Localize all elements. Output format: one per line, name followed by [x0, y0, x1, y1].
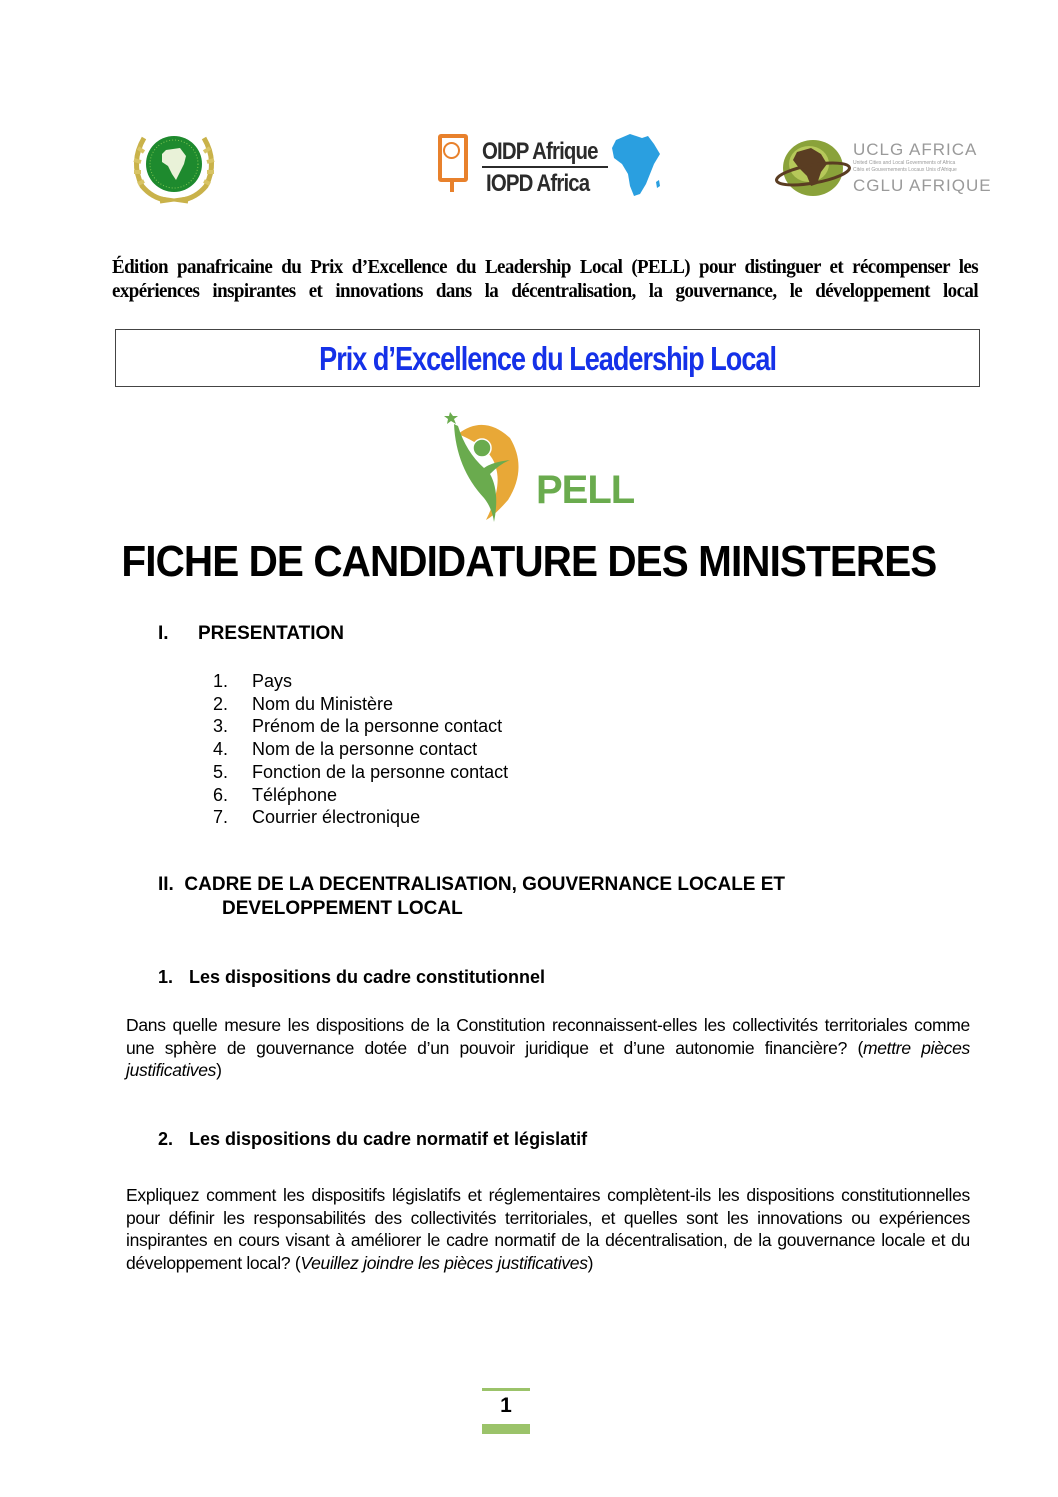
list-item-label: Courrier électronique [252, 807, 421, 828]
subsection-2-title: Les dispositions du cadre normatif et législatif [189, 1129, 588, 1149]
subsection-1-number: 1. [158, 967, 174, 987]
main-title [0, 537, 1058, 587]
subsection-2-number: 2. [158, 1129, 174, 1149]
section-1-number: I. [158, 623, 169, 644]
uclg-line4: CGLU AFRIQUE [853, 176, 992, 195]
africa-map-icon [610, 130, 662, 200]
list-item-number: 7. [213, 807, 229, 828]
paragraph-italic-note: Veuillez joindre les pièces justificatives [300, 1253, 588, 1274]
list-item-label: Nom du Ministère [252, 693, 394, 714]
page-number-block [482, 1388, 530, 1434]
section-2-title-line1: CADRE DE LA DECENTRALISATION, GOUVERNANCE LOCALE ET [184, 874, 786, 895]
list-item-label: Nom de la personne contact [252, 739, 478, 760]
list-item-number: 4. [213, 739, 229, 760]
section-1-heading [158, 623, 344, 645]
list-item-label: Prénom de la personne contact [252, 716, 503, 737]
uclg-line3: Cités et Gouvernements Locaux Unis d'Afrique [853, 167, 957, 173]
list-item-number: 2. [213, 693, 229, 714]
subsection-1-heading [158, 967, 545, 988]
banner-title: Prix d’Excellence du Leadership Local [319, 340, 776, 377]
list-item [213, 670, 508, 693]
section-2-number: II. [158, 874, 174, 895]
list-item-label: Téléphone [252, 784, 338, 805]
eye-icon [443, 142, 460, 159]
page-number-top-bar [482, 1388, 530, 1391]
pell-logo-text: PELL [536, 468, 635, 512]
page-number: 1 [500, 1394, 512, 1417]
paragraph-text: Expliquez comment les dispositifs législatifs et réglementaires complètent-ils les dispositions constitutionnelles pour définir les responsabilités des collectivités territoriales, et quelles sont les innovations ou expériences inspirantes en cours visant à améliorer le cadre normatif de la décentralisation, de la gouvernance locale et du développement local? ( [126, 1185, 970, 1274]
paragraph-close: ) [216, 1060, 222, 1081]
section-2-heading [158, 873, 785, 921]
oidp-divider [482, 166, 608, 168]
list-item-label: Fonction de la personne contact [252, 761, 509, 782]
page-number-bottom-bar [482, 1424, 530, 1434]
list-item [213, 761, 508, 784]
section-2-title-line2: DEVELOPPEMENT LOCAL [222, 898, 463, 919]
list-item-number: 3. [213, 716, 229, 737]
uclg-line1: UCLG AFRICA [853, 140, 978, 159]
uclg-line2: United Cities and Local Governments of Africa [853, 160, 956, 166]
list-item-label: Pays [252, 671, 293, 691]
list-item [213, 806, 508, 829]
section-1-title: PRESENTATION [198, 623, 345, 644]
list-item [213, 715, 508, 738]
oidp-line2: IOPD Africa [486, 170, 590, 197]
oidp-line1: OIDP Afrique [482, 138, 598, 165]
intro-line-2: expériences inspirantes et innovations dans la décentralisation, la gouvernance, le développement local [112, 280, 978, 303]
list-item-number: 5. [213, 761, 229, 782]
pell-logo [444, 408, 634, 526]
intro-line-1: Édition panafricaine du Prix d’Excellence du Leadership Local (PELL) pour distinguer et récompenser les [112, 256, 978, 279]
list-item [213, 738, 508, 761]
subsection-1-title: Les dispositions du cadre constitutionnel [189, 967, 546, 987]
intro-text [112, 256, 978, 304]
list-item [213, 784, 508, 807]
presentation-list [213, 670, 508, 829]
list-item-number: 1. [213, 671, 229, 691]
pell-emblem-icon [444, 408, 544, 526]
list-item [213, 693, 508, 716]
paragraph-close: ) [587, 1253, 594, 1274]
banner-title-box [115, 329, 980, 387]
list-item-number: 6. [213, 784, 229, 805]
paragraph-text: Dans quelle mesure les dispositions de la Constitution reconnaissent-elles les collectivités territoriales comme une sphère de gouvernance dotée d’un pouvoir juridique et d’une autonomie financière? ( [126, 1015, 970, 1058]
subsection-2-paragraph [126, 1184, 970, 1275]
subsection-2-heading [158, 1129, 587, 1150]
main-title-text: FICHE DE CANDIDATURE DES MINISTERES [121, 537, 937, 586]
uclg-africa-logo [775, 138, 992, 200]
african-union-logo [126, 128, 222, 204]
oidp-afrique-logo [438, 130, 663, 202]
subsection-1-paragraph [126, 1014, 970, 1082]
globe-africa-icon [775, 138, 851, 200]
african-union-emblem-icon [126, 128, 222, 204]
paragraph-italic-note: mettre pièces justificatives [126, 1037, 970, 1081]
